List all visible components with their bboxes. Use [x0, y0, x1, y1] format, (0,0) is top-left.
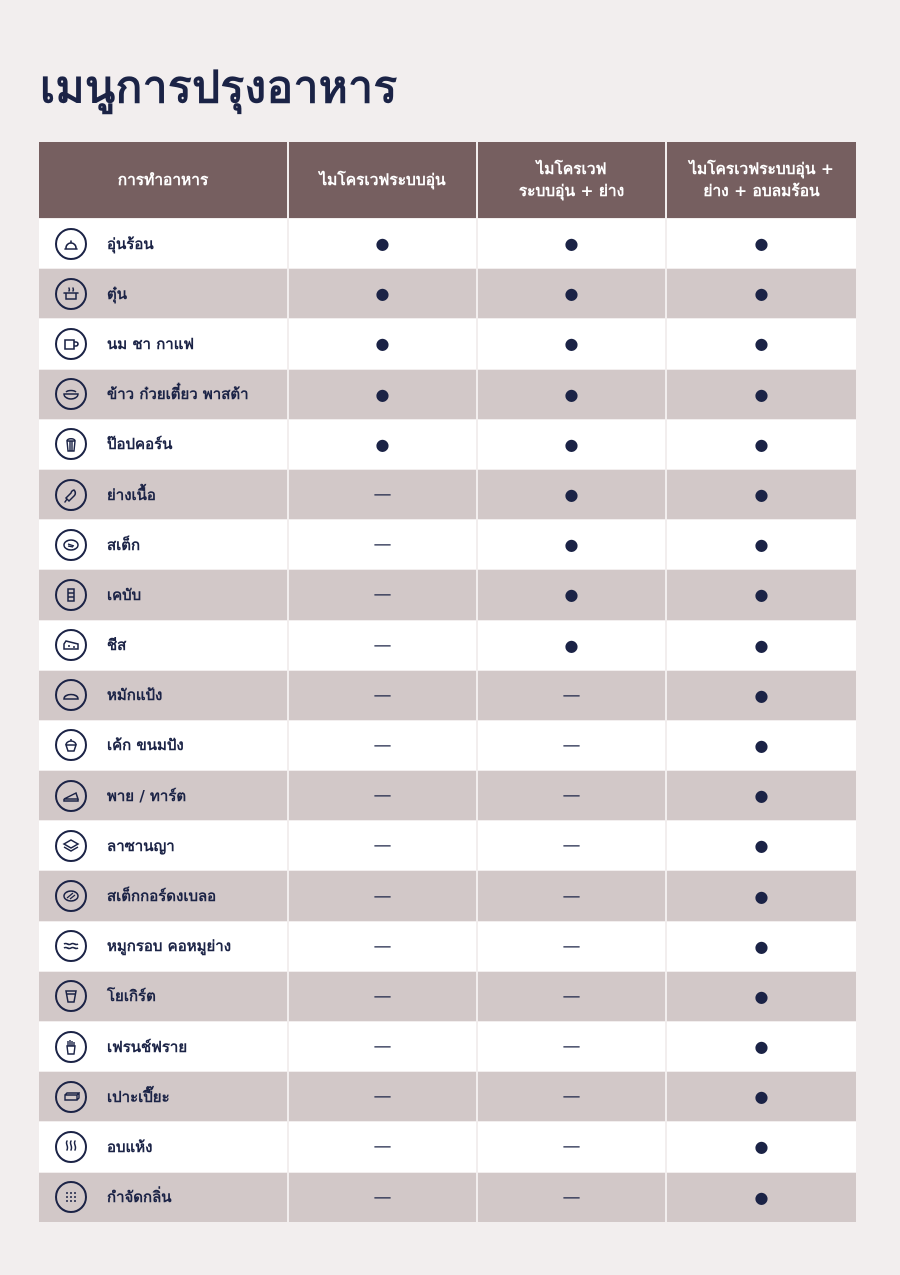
mode-cell — [667, 670, 856, 720]
mode-cell — [478, 620, 667, 670]
supported-mark: ● — [754, 786, 769, 806]
supported-mark: ● — [754, 986, 769, 1006]
mode-cell — [289, 620, 478, 670]
mode-cell — [478, 1021, 667, 1071]
header-microwave-grill: ไมโครเวฟ ระบบอุ่น + ย่าง — [478, 142, 667, 218]
mode-cell — [289, 870, 478, 920]
cooking-item-label: หมูกรอบ คอหมูย่าง — [107, 937, 232, 956]
cooking-item-cell — [39, 921, 289, 971]
cooking-item-cell — [39, 770, 289, 820]
cooking-item-label: พาย / ทาร์ต — [107, 786, 187, 805]
supported-mark: ● — [754, 535, 769, 555]
table-row — [39, 820, 856, 870]
mode-cell — [478, 870, 667, 920]
not-supported-mark: — — [373, 1136, 392, 1158]
supported-mark: ● — [754, 1187, 769, 1207]
supported-mark: ● — [564, 434, 579, 454]
pot-icon — [55, 278, 87, 310]
supported-mark: ● — [754, 334, 769, 354]
cupcake-icon — [55, 729, 87, 761]
mode-cell — [289, 1021, 478, 1071]
table-row — [39, 218, 856, 268]
bacon-icon — [55, 930, 87, 962]
supported-mark: ● — [564, 284, 579, 304]
not-supported-mark: — — [562, 935, 581, 957]
not-supported-mark: — — [373, 985, 392, 1007]
cooking-item-label: ย่างเนื้อ — [107, 485, 156, 504]
table-header — [39, 142, 856, 218]
mode-cell — [667, 469, 856, 519]
bowl-icon — [55, 378, 87, 410]
table-row — [39, 469, 856, 519]
not-supported-mark: — — [373, 1036, 392, 1058]
table-row — [39, 670, 856, 720]
table-row — [39, 1121, 856, 1171]
supported-mark: ● — [564, 234, 579, 254]
popcorn-icon — [55, 428, 87, 460]
supported-mark: ● — [754, 585, 769, 605]
table-row — [39, 620, 856, 670]
mode-cell — [667, 569, 856, 619]
supported-mark: ● — [754, 1037, 769, 1057]
table-row — [39, 318, 856, 368]
mode-cell — [289, 1121, 478, 1171]
table-body — [39, 218, 856, 1222]
mode-cell — [478, 971, 667, 1021]
supported-mark: ● — [375, 284, 390, 304]
not-supported-mark: — — [373, 885, 392, 907]
cooking-item-cell — [39, 519, 289, 569]
cooking-item-cell — [39, 1172, 289, 1222]
mode-cell — [667, 1121, 856, 1171]
not-supported-mark: — — [373, 1186, 392, 1208]
mode-cell — [289, 820, 478, 870]
cooking-menu-table — [39, 142, 856, 1222]
cup-icon — [55, 328, 87, 360]
kebab-icon — [55, 579, 87, 611]
mode-cell — [667, 770, 856, 820]
cooking-item-label: อุ่นร้อน — [107, 234, 154, 253]
mode-cell — [289, 268, 478, 318]
cooking-item-cell — [39, 1021, 289, 1071]
supported-mark: ● — [754, 434, 769, 454]
mode-cell — [289, 419, 478, 469]
not-supported-mark: — — [373, 835, 392, 857]
table-row — [39, 971, 856, 1021]
cooking-item-label: กำจัดกลิ่น — [107, 1188, 172, 1207]
table-row — [39, 1021, 856, 1071]
cooking-item-label: ตุ๋น — [107, 284, 127, 303]
mode-cell — [478, 218, 667, 268]
not-supported-mark: — — [562, 734, 581, 756]
drumstick-icon — [55, 479, 87, 511]
cooking-item-cell — [39, 419, 289, 469]
not-supported-mark: — — [562, 985, 581, 1007]
not-supported-mark: — — [373, 484, 392, 506]
lasagna-icon — [55, 830, 87, 862]
cooking-item-cell — [39, 870, 289, 920]
table-row — [39, 569, 856, 619]
mode-cell — [478, 369, 667, 419]
mode-cell — [478, 1071, 667, 1121]
supported-mark: ● — [564, 535, 579, 555]
cooking-item-cell — [39, 469, 289, 519]
supported-mark: ● — [375, 434, 390, 454]
mode-cell — [667, 268, 856, 318]
not-supported-mark: — — [562, 885, 581, 907]
cooking-item-label: โยเกิร์ต — [107, 987, 156, 1006]
supported-mark: ● — [754, 485, 769, 505]
mode-cell — [667, 1071, 856, 1121]
not-supported-mark: — — [562, 1086, 581, 1108]
not-supported-mark: — — [562, 684, 581, 706]
cooking-item-label: เค้ก ขนมปัง — [107, 736, 184, 755]
supported-mark: ● — [754, 735, 769, 755]
table-row — [39, 1172, 856, 1222]
cooking-item-label: สเต็ก — [107, 535, 141, 554]
mode-cell — [289, 519, 478, 569]
mode-cell — [667, 419, 856, 469]
mode-cell — [667, 519, 856, 569]
cooking-item-label: ลาซานญา — [107, 836, 175, 855]
mode-cell — [289, 218, 478, 268]
supported-mark: ● — [564, 585, 579, 605]
cooking-item-cell — [39, 369, 289, 419]
grid-dots-icon — [55, 1181, 87, 1213]
mode-cell — [478, 1121, 667, 1171]
steam-icon — [55, 1131, 87, 1163]
mode-cell — [478, 419, 667, 469]
not-supported-mark: — — [373, 935, 392, 957]
mode-cell — [667, 820, 856, 870]
cooking-item-cell — [39, 218, 289, 268]
mode-cell — [289, 1172, 478, 1222]
supported-mark: ● — [375, 384, 390, 404]
header-cooking: การทำอาหาร — [39, 142, 289, 218]
cooking-item-cell — [39, 620, 289, 670]
dough-icon — [55, 679, 87, 711]
mode-cell — [478, 519, 667, 569]
supported-mark: ● — [564, 334, 579, 354]
mode-cell — [289, 770, 478, 820]
cooking-item-cell — [39, 569, 289, 619]
cooking-item-cell — [39, 268, 289, 318]
supported-mark: ● — [754, 635, 769, 655]
mode-cell — [289, 1071, 478, 1121]
not-supported-mark: — — [562, 1136, 581, 1158]
cooking-item-label: ข้าว ก๋วยเตี๋ยว พาสต้า — [107, 385, 249, 404]
cooking-item-label: ชีส — [107, 636, 127, 655]
mode-cell — [667, 318, 856, 368]
cooking-item-label: หมักแป้ง — [107, 686, 163, 705]
mode-cell — [478, 469, 667, 519]
cooking-item-cell — [39, 720, 289, 770]
yogurt-icon — [55, 980, 87, 1012]
supported-mark: ● — [564, 635, 579, 655]
not-supported-mark: — — [373, 684, 392, 706]
cooking-item-cell — [39, 971, 289, 1021]
not-supported-mark: — — [562, 835, 581, 857]
mode-cell — [289, 569, 478, 619]
cordon-bleu-icon — [55, 880, 87, 912]
mode-cell — [289, 971, 478, 1021]
mode-cell — [667, 921, 856, 971]
cooking-item-label: ป๊อปคอร์น — [107, 435, 173, 454]
supported-mark: ● — [564, 384, 579, 404]
mode-cell — [667, 369, 856, 419]
mode-cell — [667, 971, 856, 1021]
supported-mark: ● — [754, 1087, 769, 1107]
mode-cell — [478, 318, 667, 368]
steak-icon — [55, 529, 87, 561]
table-row — [39, 870, 856, 920]
mode-cell — [667, 720, 856, 770]
table-row — [39, 1071, 856, 1121]
table-row — [39, 770, 856, 820]
supported-mark: ● — [754, 1137, 769, 1157]
cooking-item-cell — [39, 1121, 289, 1171]
mode-cell — [289, 469, 478, 519]
mode-cell — [667, 1172, 856, 1222]
not-supported-mark: — — [562, 1036, 581, 1058]
not-supported-mark: — — [373, 634, 392, 656]
header-microwave-grill-convection: ไมโครเวฟระบบอุ่น + ย่าง + อบลมร้อน — [689, 160, 834, 200]
mode-cell — [289, 318, 478, 368]
supported-mark: ● — [754, 384, 769, 404]
mode-cell — [289, 921, 478, 971]
cooking-item-cell — [39, 1071, 289, 1121]
mode-cell — [478, 569, 667, 619]
not-supported-mark: — — [373, 534, 392, 556]
supported-mark: ● — [754, 936, 769, 956]
mode-cell — [667, 620, 856, 670]
cloche-icon — [55, 228, 87, 260]
mode-cell — [478, 268, 667, 318]
table-row — [39, 720, 856, 770]
cooking-item-label: เฟรนช์ฟราย — [107, 1037, 188, 1056]
mode-cell — [478, 770, 667, 820]
mode-cell — [667, 870, 856, 920]
table-row — [39, 369, 856, 419]
cooking-item-label: นม ชา กาแฟ — [107, 334, 194, 353]
supported-mark: ● — [754, 284, 769, 304]
not-supported-mark: — — [562, 785, 581, 807]
cooking-item-label: สเต็กกอร์ดงเบลอ — [107, 887, 217, 906]
mode-cell — [478, 1172, 667, 1222]
mode-cell — [667, 218, 856, 268]
table-row — [39, 419, 856, 469]
supported-mark: ● — [754, 886, 769, 906]
spring-roll-icon — [55, 1081, 87, 1113]
mode-cell — [289, 720, 478, 770]
not-supported-mark: — — [373, 734, 392, 756]
supported-mark: ● — [754, 685, 769, 705]
not-supported-mark: — — [562, 1186, 581, 1208]
supported-mark: ● — [564, 485, 579, 505]
page-title: เมนูการปรุงอาหาร — [40, 62, 398, 113]
supported-mark: ● — [375, 234, 390, 254]
cooking-item-cell — [39, 670, 289, 720]
cooking-item-label: เคบับ — [107, 585, 142, 604]
supported-mark: ● — [754, 234, 769, 254]
not-supported-mark: — — [373, 785, 392, 807]
table-row — [39, 519, 856, 569]
not-supported-mark: — — [373, 1086, 392, 1108]
cooking-item-cell — [39, 820, 289, 870]
fries-icon — [55, 1031, 87, 1063]
table-row — [39, 268, 856, 318]
not-supported-mark: — — [373, 584, 392, 606]
cooking-item-label: เปาะเปี๊ยะ — [107, 1087, 170, 1106]
header-microwave: ไมโครเวฟระบบอุ่น — [289, 142, 478, 218]
pie-icon — [55, 780, 87, 812]
supported-mark: ● — [375, 334, 390, 354]
cooking-item-label: อบแห้ง — [107, 1137, 153, 1156]
cheese-icon — [55, 629, 87, 661]
mode-cell — [289, 369, 478, 419]
mode-cell — [478, 921, 667, 971]
table-row — [39, 921, 856, 971]
cooking-item-cell — [39, 318, 289, 368]
mode-cell — [478, 720, 667, 770]
mode-cell — [478, 670, 667, 720]
mode-cell — [667, 1021, 856, 1071]
mode-cell — [289, 670, 478, 720]
supported-mark: ● — [754, 836, 769, 856]
mode-cell — [478, 820, 667, 870]
